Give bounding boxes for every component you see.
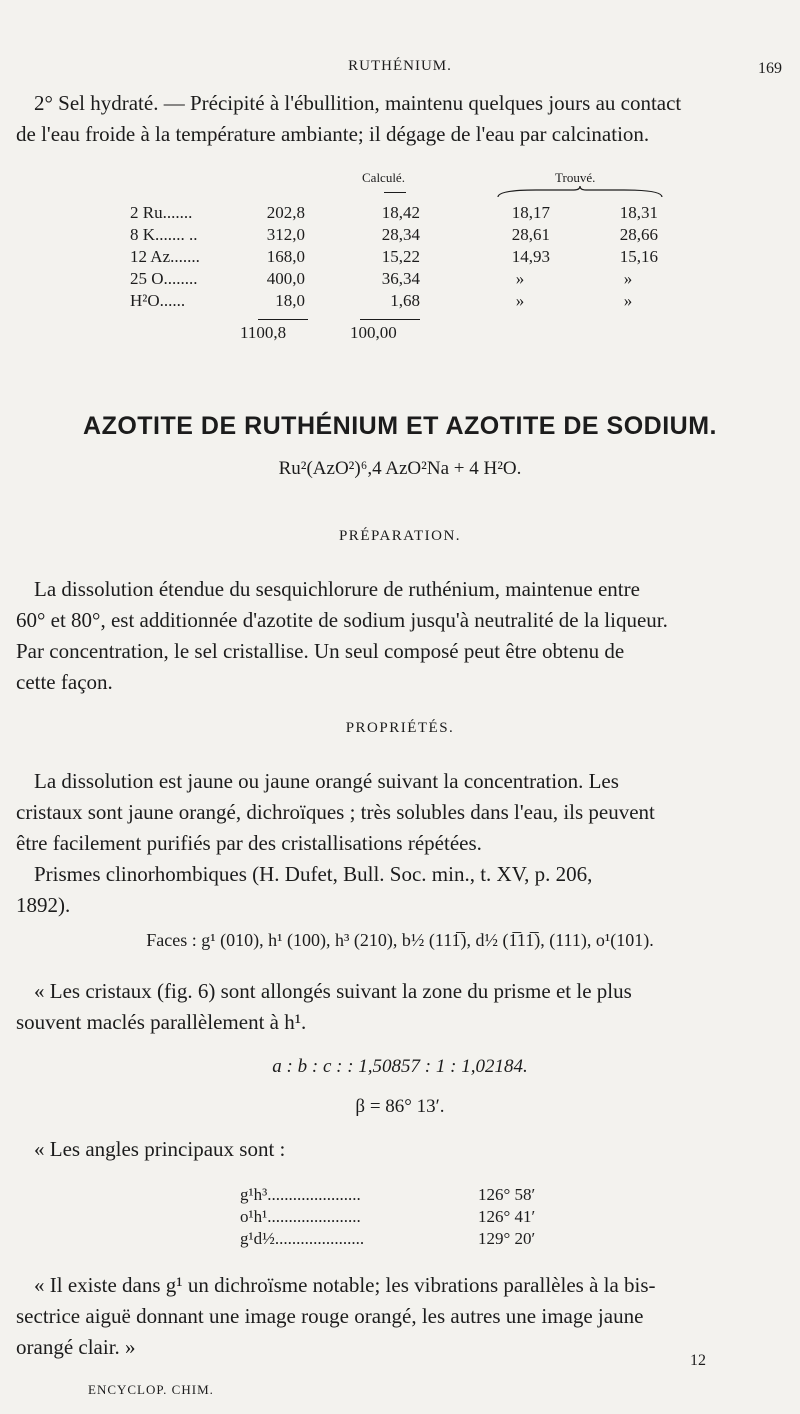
row-label: 8 K....... .. <box>130 225 198 244</box>
angle-face: o¹h¹...................... <box>240 1207 361 1226</box>
row-mass: 18,0 <box>275 291 305 310</box>
calc-header: Calculé. <box>362 170 405 185</box>
row-mass: 168,0 <box>266 247 305 266</box>
row-mass: 202,8 <box>266 203 305 222</box>
section-title: AZOTITE DE RUTHÉNIUM ET AZOTITE DE SODIUM. <box>83 412 717 440</box>
row-label: 2 Ru....... <box>130 203 193 222</box>
row-label: 25 O........ <box>130 269 198 288</box>
row-found-2: 15,16 <box>619 247 658 266</box>
intro-line-2: de l'eau froide à la température ambiante; il dégage de l'eau par calcination. <box>16 122 650 146</box>
row-found-1: 14,93 <box>511 247 550 266</box>
preparation-line: La dissolution étendue du sesquichlorure de ruthénium, maintenue entre <box>34 577 640 601</box>
prism-line-1: Prismes clinorhombiques (H. Dufet, Bull. Soc. min., t. XV, p. 206, <box>34 862 593 886</box>
angle-value: 129° 20′ <box>478 1229 536 1248</box>
row-found-1: » <box>515 291 525 310</box>
page-number: 169 <box>758 60 782 77</box>
signature-mark: 12 <box>690 1352 706 1369</box>
intro-line-1: 2° Sel hydraté. — Précipité à l'ébullition, maintenu quelques jours au contact <box>34 91 682 115</box>
row-found-1: 28,61 <box>511 225 550 244</box>
preparation-line: cette façon. <box>16 670 113 694</box>
crystal-line-2: souvent maclés parallèlement à h¹. <box>16 1010 307 1034</box>
preparation-line: 60° et 80°, est additionnée d'azotite de sodium jusqu'à neutralité de la liqueur. <box>16 608 668 632</box>
row-label: 12 Az....... <box>130 247 200 266</box>
closing-line: « Il existe dans g¹ un dichroïsme notable; les vibrations parallèles à la bis- <box>34 1273 656 1297</box>
properties-line: La dissolution est jaune ou jaune orangé suivant la concentration. Les <box>34 769 619 793</box>
angle-value: 126° 58′ <box>478 1185 536 1204</box>
angle-value: 126° 41′ <box>478 1207 536 1226</box>
found-brace <box>496 185 664 199</box>
angle-face: g¹h³...................... <box>240 1185 361 1204</box>
closing-line: sectrice aiguë donnant une image rouge orangé, les autres une image jaune <box>16 1304 644 1328</box>
row-calculated: 1,68 <box>390 291 420 310</box>
prism-line-2: 1892). <box>16 893 71 917</box>
chemical-formula: Ru²(AzO²)⁶,4 AzO²Na + 4 H²O. <box>278 458 522 479</box>
running-title: RUTHÉNIUM. <box>348 58 452 74</box>
properties-line: être facilement purifiés par des cristallisations répétées. <box>16 831 482 855</box>
mass-total-rule <box>258 319 308 320</box>
crystal-line-1: « Les cristaux (fig. 6) sont allongés suivant la zone du prisme et le plus <box>34 979 632 1003</box>
angle-face: g¹d½..................... <box>240 1229 365 1248</box>
row-found-2: » <box>623 269 633 288</box>
properties-line: cristaux sont jaune orangé, dichroïques ; très solubles dans l'eau, ils peuvent <box>16 800 655 824</box>
axial-ratio: a : b : c : : 1,50857 : 1 : 1,02184. <box>272 1056 528 1077</box>
footer-label: ENCYCLOP. CHIM. <box>88 1382 214 1397</box>
total-mass: 1100,8 <box>240 323 287 342</box>
row-found-2: » <box>623 291 633 310</box>
beta-angle: β = 86° 13′. <box>355 1096 445 1117</box>
calc-header-rule <box>384 192 406 193</box>
row-found-2: 18,31 <box>619 203 658 222</box>
row-calculated: 36,34 <box>381 269 420 288</box>
properties-heading: PROPRIÉTÉS. <box>345 720 455 736</box>
row-found-1: 18,17 <box>511 203 550 222</box>
calc-total-rule <box>360 319 420 320</box>
row-mass: 400,0 <box>266 269 305 288</box>
row-found-2: 28,66 <box>619 225 658 244</box>
faces-line: Faces : g¹ (010), h¹ (100), h³ (210), b½ (111̅), d½ (1̅11̅), (111), o¹(101). <box>146 930 654 950</box>
row-mass: 312,0 <box>266 225 305 244</box>
row-calculated: 15,22 <box>381 247 420 266</box>
preparation-line: Par concentration, le sel cristallise. Un seul composé peut être obtenu de <box>16 639 625 663</box>
found-header: Trouvé. <box>555 170 596 185</box>
total-calc: 100,00 <box>350 323 397 342</box>
closing-line: orangé clair. » <box>16 1335 136 1359</box>
preparation-heading: PRÉPARATION. <box>338 528 462 544</box>
row-found-1: » <box>515 269 525 288</box>
row-label: H²O...... <box>130 291 186 310</box>
angles-intro: « Les angles principaux sont : <box>34 1137 286 1161</box>
row-calculated: 28,34 <box>381 225 420 244</box>
row-calculated: 18,42 <box>381 203 420 222</box>
